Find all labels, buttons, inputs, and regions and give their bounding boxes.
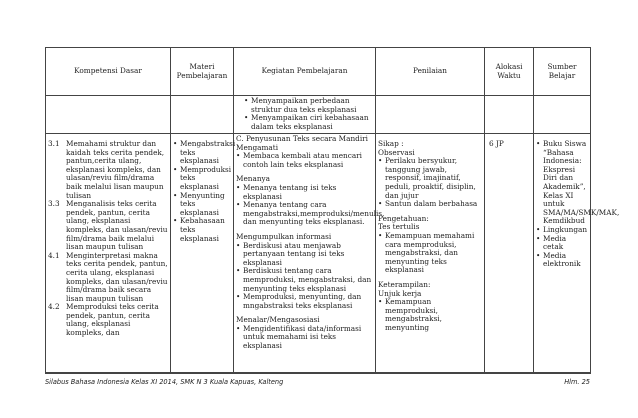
- list-item: • Membaca kembali atau mencari contoh lain teks eksplanasi: [236, 152, 373, 169]
- sikap-title: Sikap :: [378, 139, 404, 148]
- list-item: • Memproduksi, menyunting, dan mngabstraksi teks eksplanasi: [236, 293, 373, 310]
- mengamati-title: Mengamati: [236, 142, 279, 152]
- kd-item: [48, 140, 168, 200]
- kd-item: [48, 200, 168, 252]
- list-item: • Menyampaikan perbedaan struktur dua teks eksplanasi: [244, 97, 373, 114]
- empty-cell: [46, 96, 171, 134]
- kegiatan-heading: C. Penyusunan Teks secara Mandiri: [236, 134, 369, 143]
- alokasi-value: 6 JP: [489, 139, 504, 148]
- list-item: • Lingkungan: [536, 226, 588, 235]
- list-item: • Kebahasaan teks eksplanasi: [173, 217, 231, 243]
- header-penilaian: Penilaian: [376, 48, 485, 96]
- header-row: [46, 48, 591, 96]
- empty-cell: [376, 96, 485, 134]
- list-item: • Berdiskusi atau menjawab pertanyaan tentang isi teks eksplanasi: [236, 242, 373, 268]
- materi-cell: [171, 134, 234, 374]
- kompetensi-dasar-cell: [46, 134, 171, 374]
- kd-number: 4.2: [48, 302, 60, 312]
- kd-number: 3.3: [48, 199, 60, 209]
- header-kegiatan: Kegiatan Pembelajaran: [234, 48, 376, 96]
- table-row-main: [46, 134, 591, 374]
- list-item: • Santun dalam berbahasa: [378, 200, 482, 209]
- list-item: • Menanya tentang cara mengabstraksi,memproduksi/menulis, dan menyunting teks eksplanasi.: [236, 201, 373, 227]
- kegiatan-continued-cell: [234, 96, 376, 134]
- empty-cell: [534, 96, 591, 134]
- kd-number: 4.1: [48, 250, 60, 260]
- header-materi: Materi Pembelajaran: [171, 48, 234, 96]
- kd-item: [48, 303, 168, 337]
- header-sumber: Sumber Belajar: [534, 48, 591, 96]
- list-item: • Menyampaikan ciri kebahasaan dalam teks eksplanasi: [244, 114, 373, 131]
- pengetahuan-title: Pengetahuan:: [378, 213, 429, 223]
- empty-cell: [485, 96, 534, 134]
- list-item: • Kemampuan memahami cara memproduksi, mengabstraksi, dan menyunting teks eksplanasi: [378, 232, 482, 275]
- footer-title: Silabus Bahasa Indonesia Kelas XI 2014, SMK N 3 Kuala Kapuas, Kalteng: [45, 378, 284, 386]
- kd-text: Memahami struktur dan kaidah teks cerita pendek, pantun,cerita ulang, eksplanasi kompleks, dan ulasan/reviu film/drama baik melalui lisan maupun tulisan: [66, 139, 165, 200]
- menalar-title: Menalar/Mengasosiasi: [236, 315, 320, 325]
- syllabus-table: [45, 47, 620, 374]
- mengumpulkan-title: Mengumpulkan informasi: [236, 231, 332, 241]
- menanya-title: Menanya: [236, 174, 271, 184]
- list-item: • Mengidentifikasi data/informasi untuk memahami isi teks eksplanasi: [236, 325, 373, 351]
- table-row-continued: [46, 96, 591, 134]
- list-item: • Kemampuan memproduksi, mengabstraksi, menyunting: [378, 298, 482, 332]
- tes-tertulis-label: Tes tertulis: [378, 222, 420, 232]
- penilaian-cell: [376, 134, 485, 374]
- list-item: • Media cetak: [536, 235, 588, 252]
- sumber-cell: [534, 134, 620, 374]
- header-alokasi: Alokasi Waktu: [485, 48, 534, 96]
- kd-text: Memproduksi teks cerita pendek, pantun, cerita ulang, eksplanasi kompleks, dan: [66, 302, 159, 338]
- kegiatan-cell: [234, 134, 385, 374]
- kd-item: [48, 252, 168, 304]
- list-item: • Buku Siswa “Bahasa Indonesia: Ekspresi Diri dan Akademik”, Kelas XI untuk SMA/MA/SMK/MAK, Kemdikbud: [536, 140, 588, 226]
- empty-cell: [171, 96, 234, 134]
- kd-number: 3.1: [48, 139, 60, 148]
- list-item: • Perilaku bersyukur, tanggung jawab, responsif, imajinatif, peduli, proaktif, disiplin, dan jujur: [378, 157, 482, 200]
- kd-text: Menginterpretasi makna teks cerita pendek, pantun, cerita ulang, eksplanasi kompleks, dan ulasan/reviu film/drama baik secara lisan maupun tulisan: [66, 250, 168, 303]
- list-item: • Berdiskusi tentang cara memproduksi, mengabstraksi, dan menyunting teks eksplanasi: [236, 267, 373, 293]
- keterampilan-title: Keterampilan:: [378, 279, 431, 289]
- unjuk-kerja-label: Unjuk kerja: [378, 288, 422, 298]
- kd-text: Menganalisis teks cerita pendek, pantun, cerita ulang, eksplanasi kompleks, dan ulasan/reviu film/drama baik melalui lisan maupun tulisan: [66, 199, 168, 252]
- list-item: • Memproduksi teks eksplanasi: [173, 166, 231, 192]
- list-item: • Mengabstraksi teks eksplanasi: [173, 140, 231, 166]
- list-item: • Menyunting teks eksplanasi: [173, 192, 231, 218]
- list-item: • Menanya tentang isi teks eksplanasi: [236, 184, 373, 201]
- observasi-label: Observasi: [378, 147, 415, 157]
- header-kompetensi-dasar: Kompetensi Dasar: [46, 48, 171, 96]
- footer-divider: [45, 372, 590, 373]
- page-number: Hlm. 25: [564, 378, 590, 386]
- list-item: • Media elektronik: [536, 252, 588, 269]
- alokasi-cell: [485, 134, 534, 374]
